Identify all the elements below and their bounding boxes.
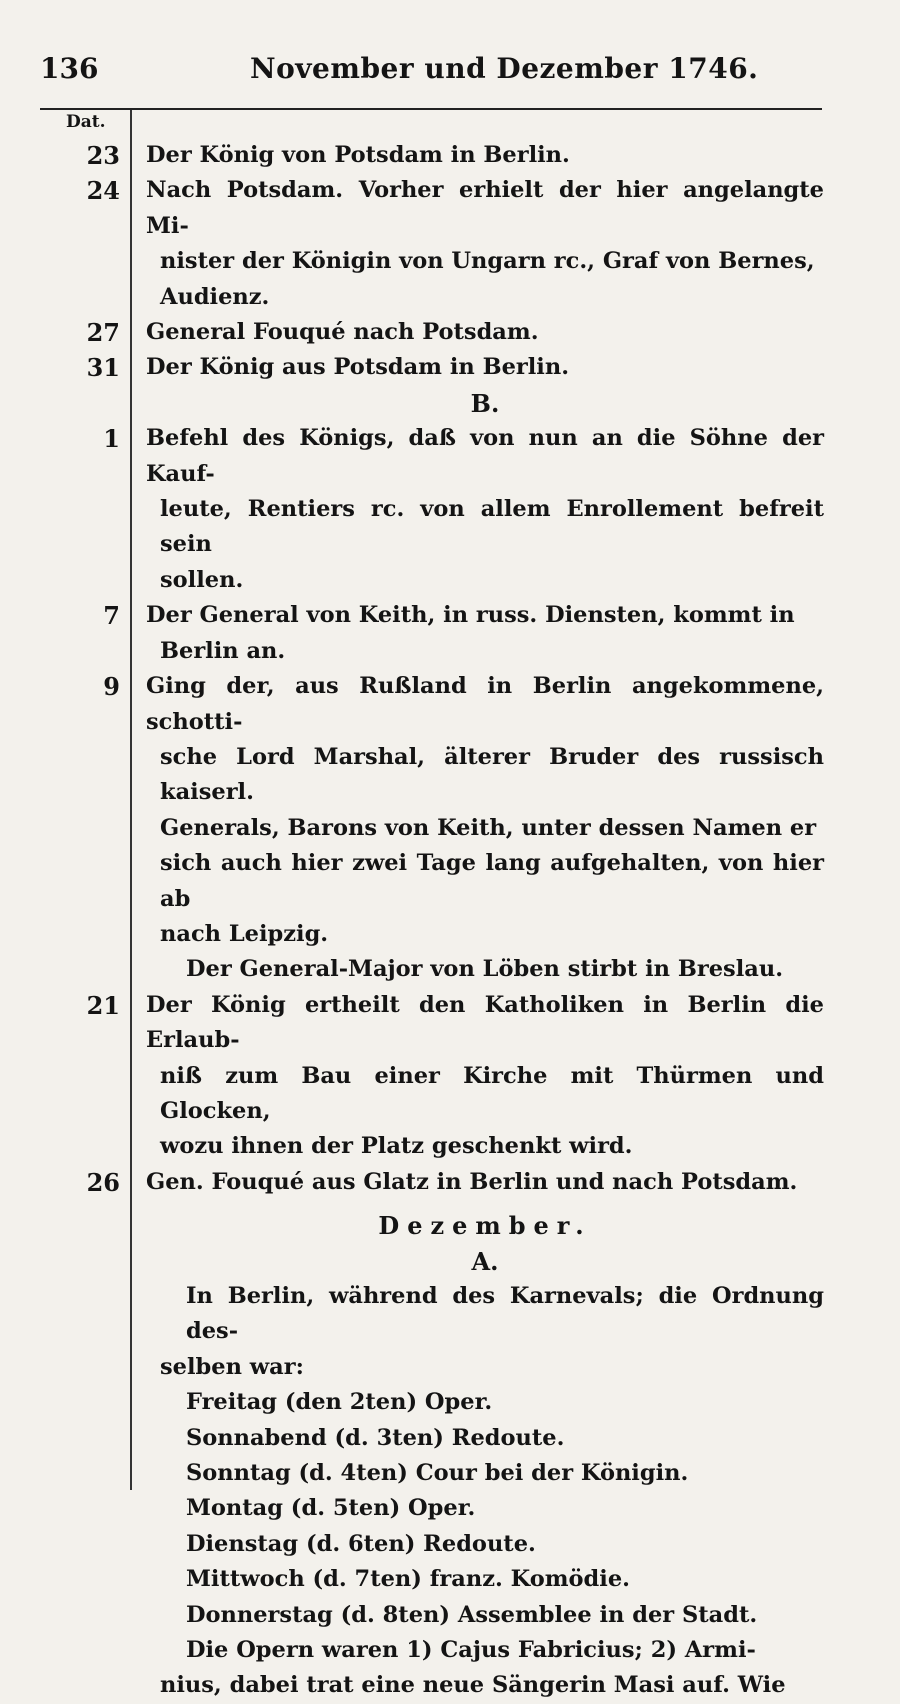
running-title: November und Dezember 1746. — [250, 52, 759, 85]
entry-date: 31 — [86, 353, 120, 383]
schedule-item: Sonntag (d. 4ten) Cour bei der Königin. — [186, 1460, 689, 1487]
entry-line: wozu ihnen der Platz geschenkt wird. — [160, 1133, 633, 1160]
entry-line: nius, dabei trat eine neue Sängerin Masi auf. Wie — [160, 1672, 786, 1699]
carnival-intro — [146, 1279, 824, 1385]
entry-line: nister der Königin von Ungarn rc., Graf von Bernes, — [160, 248, 815, 275]
entry-row — [0, 598, 900, 669]
entry-line: General Fouqué nach Potsdam. — [146, 319, 539, 346]
entry-line: Der König ertheilt den Katholiken in Berlin die Erlaub- — [146, 991, 824, 1054]
entry-text — [146, 173, 824, 315]
entry-row — [0, 173, 900, 315]
entry-line: In Berlin, während des Karnevals; die Ordnung des- — [186, 1283, 824, 1345]
entry-line: niß zum Bau einer Kirche mit Thürmen und Glocken, — [160, 1062, 824, 1124]
schedule-item: Sonnabend (d. 3ten) Redoute. — [186, 1424, 565, 1451]
entry-row — [0, 1165, 900, 1200]
entry-row — [0, 350, 900, 385]
entry-date: 7 — [103, 601, 120, 631]
entry-line: Generals, Barons von Keith, unter dessen Namen er — [160, 814, 817, 841]
entry-line: Berlin an. — [160, 637, 286, 664]
entry-row — [0, 421, 900, 598]
schedule-item: Dienstag (d. 6ten) Redoute. — [186, 1530, 536, 1557]
entry-row — [0, 988, 900, 1165]
entry-row — [0, 315, 900, 350]
entry-date: 1 — [103, 424, 120, 454]
entry-line: Nach Potsdam. Vorher erhielt der hier angelangte Mi- — [146, 177, 824, 239]
schedule-item: Mittwoch (d. 7ten) franz. Komödie. — [186, 1566, 630, 1593]
entry-row — [0, 669, 900, 952]
entry-line: Die Opern waren 1) Cajus Fabricius; 2) Armi- — [186, 1637, 756, 1664]
entry-text — [146, 315, 824, 350]
entry-line: Gen. Fouqué aus Glatz in Berlin und nach Potsdam. — [146, 1168, 798, 1195]
entry-date: 27 — [86, 318, 120, 348]
entry-text — [146, 138, 824, 173]
entry-line: Der König von Potsdam in Berlin. — [146, 142, 570, 168]
entry-row — [0, 138, 900, 173]
entry-line: leute, Rentiers rc. von allem Enrollement befreit sein — [160, 496, 824, 558]
entry-line: Der General von Keith, in russ. Diensten, kommt in — [146, 602, 795, 629]
entries — [0, 138, 900, 1704]
schedule-item: Freitag (den 2ten) Oper. — [186, 1389, 493, 1416]
entry-line: Audienz. — [160, 283, 270, 310]
header-rule — [40, 108, 822, 110]
entry-line: Befehl des Königs, daß von nun an die Söhne der Kauf- — [146, 425, 824, 487]
entry-line: sollen. — [160, 566, 244, 593]
entry-line: nach Leipzig. — [160, 920, 329, 947]
date-column-head: Dat. — [66, 112, 106, 132]
entry-line: selben war: — [160, 1353, 304, 1380]
entry-date: 23 — [86, 141, 120, 170]
entry-text — [146, 421, 824, 598]
carnival-schedule — [186, 1385, 900, 1633]
entry-line: Der General-Major von Löben stirbt in Breslau. — [186, 956, 784, 983]
operas-paragraph — [146, 1633, 824, 1704]
page-header — [40, 52, 820, 96]
entry-row — [0, 952, 900, 987]
entry-date: 9 — [103, 672, 120, 702]
schedule-item: Montag (d. 5ten) Oper. — [186, 1495, 476, 1522]
entry-text — [146, 1165, 824, 1200]
page-number: 136 — [40, 52, 99, 85]
section-heading-b: B. — [470, 388, 500, 418]
entry-text — [146, 669, 824, 952]
entry-line: sich auch hier zwei Tage lang aufgehalten, von hier ab — [160, 850, 824, 912]
entry-text — [146, 952, 824, 987]
entry-date: 21 — [86, 990, 120, 1020]
entry-date: 26 — [86, 1167, 120, 1197]
section-heading-a: A. — [471, 1246, 499, 1276]
entry-text — [146, 598, 824, 669]
month-heading: Dezember. — [378, 1211, 592, 1241]
schedule-item: Donnerstag (d. 8ten) Assemblee in der Stadt. — [186, 1601, 758, 1628]
entry-line: Ging der, aus Rußland in Berlin angekommene, schotti- — [146, 673, 824, 735]
entry-line: Der König aus Potsdam in Berlin. — [146, 354, 570, 381]
entry-text — [146, 350, 824, 385]
entry-text — [146, 988, 824, 1165]
entry-line: sche Lord Marshal, älterer Bruder des russisch kaiserl. — [160, 743, 824, 806]
entry-date: 24 — [86, 176, 120, 206]
